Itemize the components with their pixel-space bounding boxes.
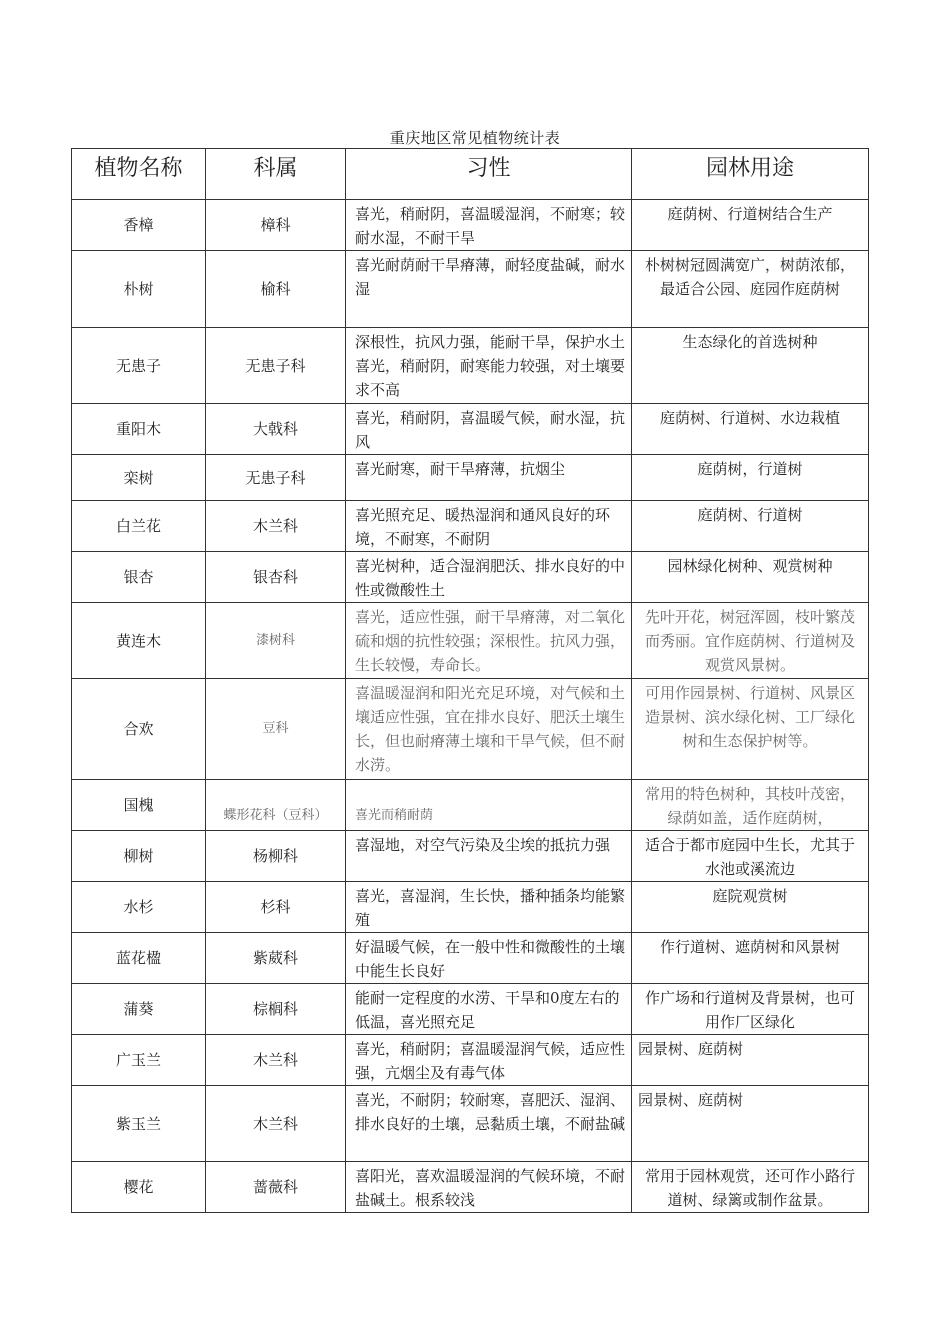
plant-name: 蓝花楹 bbox=[72, 933, 206, 984]
table-row bbox=[72, 831, 869, 882]
plant-family: 大戟科 bbox=[206, 404, 346, 455]
table-row bbox=[72, 552, 869, 603]
plant-family: 银杏科 bbox=[206, 552, 346, 603]
plant-name: 樱花 bbox=[72, 1162, 206, 1213]
table-row bbox=[72, 1162, 869, 1213]
plant-use: 庭院观赏树 bbox=[632, 882, 869, 933]
plant-use: 作行道树、遮荫树和风景树 bbox=[632, 933, 869, 984]
plant-family: 蝶形花科（豆科） bbox=[206, 780, 346, 831]
table-row bbox=[72, 603, 869, 679]
plant-use: 庭荫树、行道树、水边栽植 bbox=[632, 404, 869, 455]
table-row bbox=[72, 328, 869, 404]
plant-habit: 喜光照充足、暖热湿润和通风良好的环境，不耐寒，不耐阴 bbox=[346, 501, 632, 552]
plant-habit: 喜光树种，适合湿润肥沃、排水良好的中性或微酸性土 bbox=[346, 552, 632, 603]
plant-use: 朴树树冠圆满宽广，树荫浓郁，最适合公园、庭园作庭荫树 bbox=[632, 251, 869, 328]
plant-name: 栾树 bbox=[72, 455, 206, 501]
table-header-row bbox=[72, 149, 869, 200]
header-plant-name: 植物名称 bbox=[72, 149, 206, 200]
plant-use: 生态绿化的首选树种 bbox=[632, 328, 869, 404]
plant-family: 无患子科 bbox=[206, 455, 346, 501]
plant-name: 柳树 bbox=[72, 831, 206, 882]
table-row bbox=[72, 455, 869, 501]
plant-name: 蒲葵 bbox=[72, 984, 206, 1035]
plant-family: 蔷薇科 bbox=[206, 1162, 346, 1213]
plant-habit: 喜光，稍耐阴，喜温暖湿润，不耐寒；较耐水湿，不耐干旱 bbox=[346, 200, 632, 251]
table-row bbox=[72, 251, 869, 328]
plant-family: 木兰科 bbox=[206, 501, 346, 552]
plant-habit: 喜湿地，对空气污染及尘埃的抵抗力强 bbox=[346, 831, 632, 882]
plant-use: 园景树、庭荫树 bbox=[632, 1035, 869, 1086]
plant-family: 豆科 bbox=[206, 679, 346, 780]
plant-family: 木兰科 bbox=[206, 1086, 346, 1162]
plant-habit: 能耐一定程度的水涝、干旱和0度左右的低温，喜光照充足 bbox=[346, 984, 632, 1035]
table-row bbox=[72, 501, 869, 552]
plant-habit: 好温暖气候，在一般中性和微酸性的土壤中能生长良好 bbox=[346, 933, 632, 984]
plant-habit: 喜光，稍耐阴，喜温暖气候，耐水湿，抗风 bbox=[346, 404, 632, 455]
plant-use: 庭荫树，行道树 bbox=[632, 455, 869, 501]
plant-habit: 喜光，稍耐阴；喜温暖湿润气候，适应性强，亢烟尘及有毒气体 bbox=[346, 1035, 632, 1086]
plant-use: 常用的特色树种，其枝叶茂密，绿荫如盖，适作庭荫树， bbox=[632, 780, 869, 831]
plant-habit: 喜光，不耐阴；较耐寒，喜肥沃、湿润、排水良好的土壤，忌黏质土壤，不耐盐碱 bbox=[346, 1086, 632, 1162]
plant-use: 先叶开花，树冠浑圆，枝叶繁茂而秀丽。宜作庭荫树、行道树及观赏风景树。 bbox=[632, 603, 869, 679]
table-row bbox=[72, 1035, 869, 1086]
plant-name: 紫玉兰 bbox=[72, 1086, 206, 1162]
plant-family: 榆科 bbox=[206, 251, 346, 328]
plant-use: 园林绿化树种、观赏树种 bbox=[632, 552, 869, 603]
plant-name: 广玉兰 bbox=[72, 1035, 206, 1086]
header-landscape-use: 园林用途 bbox=[632, 149, 869, 200]
plant-family: 紫葳科 bbox=[206, 933, 346, 984]
plant-habit: 喜光，适应性强，耐干旱瘠薄，对二氧化硫和烟的抗性较强；深根性。抗风力强，生长较慢，寿命长。 bbox=[346, 603, 632, 679]
plant-family: 杨柳科 bbox=[206, 831, 346, 882]
plant-use: 适合于都市庭园中生长，尤其于水池或溪流边 bbox=[632, 831, 869, 882]
table-row bbox=[72, 882, 869, 933]
plant-habit: 喜光而稍耐荫 bbox=[346, 780, 632, 831]
table-row bbox=[72, 933, 869, 984]
plant-name: 无患子 bbox=[72, 328, 206, 404]
plant-name: 银杏 bbox=[72, 552, 206, 603]
plant-habit: 喜阳光，喜欢温暖湿润的气候环境，不耐盐碱土。根系较浅 bbox=[346, 1162, 632, 1213]
plant-family: 无患子科 bbox=[206, 328, 346, 404]
plant-name: 香樟 bbox=[72, 200, 206, 251]
plant-use: 园景树、庭荫树 bbox=[632, 1086, 869, 1162]
table-row bbox=[72, 404, 869, 455]
plant-family: 漆树科 bbox=[206, 603, 346, 679]
plant-use: 庭荫树、行道树结合生产 bbox=[632, 200, 869, 251]
plant-name: 白兰花 bbox=[72, 501, 206, 552]
plant-habit: 喜光耐荫耐干旱瘠薄，耐轻度盐碱，耐水湿 bbox=[346, 251, 632, 328]
plant-habit: 喜光耐寒，耐干旱瘠薄，抗烟尘 bbox=[346, 455, 632, 501]
plant-family: 杉科 bbox=[206, 882, 346, 933]
plant-habit: 喜温暖湿润和阳光充足环境，对气候和土壤适应性强，宜在排水良好、肥沃土壤生长，但也耐瘠薄土壤和干旱气候，但不耐水涝。 bbox=[346, 679, 632, 780]
plant-name: 水杉 bbox=[72, 882, 206, 933]
plant-name: 黄连木 bbox=[72, 603, 206, 679]
table-row bbox=[72, 1086, 869, 1162]
table-row bbox=[72, 200, 869, 251]
plant-use: 可用作园景树、行道树、风景区造景树、滨水绿化树、工厂绿化树和生态保护树等。 bbox=[632, 679, 869, 780]
plant-table bbox=[71, 148, 869, 1213]
plant-family: 樟科 bbox=[206, 200, 346, 251]
table-row bbox=[72, 679, 869, 780]
plant-family: 棕榈科 bbox=[206, 984, 346, 1035]
plant-use: 常用于园林观赏，还可作小路行道树、绿篱或制作盆景。 bbox=[632, 1162, 869, 1213]
plant-use: 庭荫树、行道树 bbox=[632, 501, 869, 552]
plant-family: 木兰科 bbox=[206, 1035, 346, 1086]
table-row bbox=[72, 984, 869, 1035]
table-row bbox=[72, 780, 869, 831]
header-habit: 习性 bbox=[346, 149, 632, 200]
plant-name: 国槐 bbox=[72, 780, 206, 831]
plant-habit: 深根性，抗风力强，能耐干旱，保护水土 喜光，稍耐阴，耐寒能力较强，对土壤要求不高 bbox=[346, 328, 632, 404]
header-family: 科属 bbox=[206, 149, 346, 200]
plant-name: 重阳木 bbox=[72, 404, 206, 455]
plant-use: 作广场和行道树及背景树，也可用作厂区绿化 bbox=[632, 984, 869, 1035]
plant-name: 合欢 bbox=[72, 679, 206, 780]
plant-habit: 喜光，喜湿润，生长快，播种插条均能繁殖 bbox=[346, 882, 632, 933]
plant-name: 朴树 bbox=[72, 251, 206, 328]
page-title: 重庆地区常见植物统计表 bbox=[389, 129, 561, 147]
